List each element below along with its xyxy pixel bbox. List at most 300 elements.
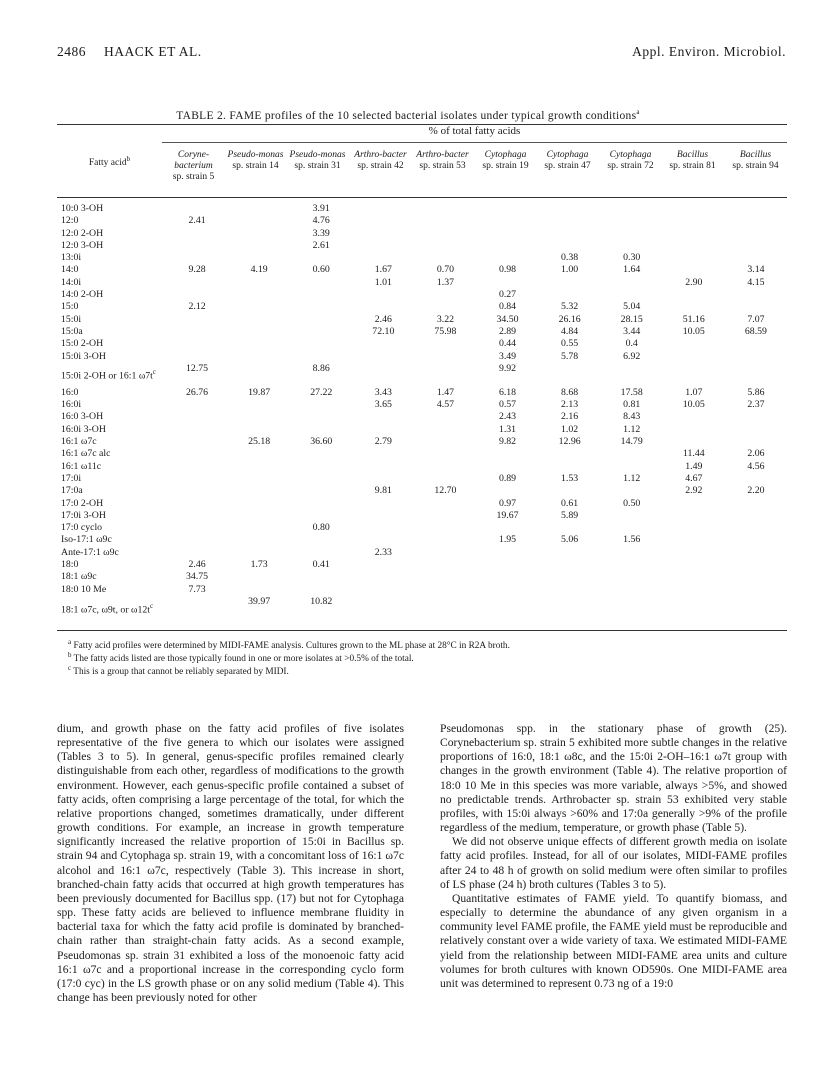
value-cell: 2.79 (374, 436, 392, 448)
fatty-acid-name: 17:0i (61, 472, 82, 484)
fatty-acid-name: 16:0 (61, 386, 79, 398)
value-cell (476, 559, 538, 571)
table-row (57, 363, 787, 387)
journal-name: Appl. Environ. Microbiol. (632, 44, 786, 59)
column-genus: Coryne-bacterium (174, 150, 213, 171)
value-cell: 34.75 (186, 571, 209, 583)
fatty-acid-name: 18:1 ω7c, ω9t, or ω12t (61, 603, 151, 615)
value-cell (725, 547, 787, 559)
value-cell (414, 498, 476, 510)
value-cell (725, 559, 787, 571)
table-row (57, 571, 787, 583)
value-cell (663, 498, 725, 510)
value-cell: 7.07 (747, 313, 765, 325)
footnote-a (68, 638, 510, 651)
value-cell (290, 485, 352, 497)
value-cell (352, 448, 414, 460)
fatty-acid-cell (57, 461, 166, 473)
value-cell: 4.19 (250, 264, 268, 276)
fatty-acid-cell (57, 448, 166, 460)
value-cell (290, 498, 352, 510)
value-cell: 8.43 (623, 411, 641, 423)
value-cell (725, 596, 787, 620)
value-cell (290, 351, 352, 363)
fatty-acid-name: Ante-17:1 ω9c (61, 546, 119, 558)
value-cell (290, 326, 352, 338)
fatty-acid-cell (57, 534, 166, 546)
value-cell: 0.38 (561, 252, 579, 264)
value-cell: 1.67 (374, 264, 392, 276)
value-cell: 4.76 (312, 215, 330, 227)
fatty-acid-name: 12:0 (61, 215, 79, 227)
table-row (57, 289, 787, 301)
table-row (57, 436, 787, 448)
value-cell: 3.44 (623, 325, 641, 337)
value-cell (414, 203, 476, 215)
fatty-acid-cell (57, 473, 166, 485)
value-cell: 1.00 (561, 264, 579, 276)
fatty-acid-name: 16:1 ω11c (61, 460, 102, 472)
value-cell (228, 498, 290, 510)
fatty-acid-cell (57, 277, 166, 289)
value-cell (476, 571, 538, 583)
value-cell (290, 301, 352, 313)
value-cell (539, 448, 601, 460)
value-cell (725, 498, 787, 510)
table-row (57, 399, 787, 411)
table-row (57, 510, 787, 522)
value-cell: 5.86 (747, 386, 765, 398)
column-strain: sp. strain 94 (732, 161, 779, 171)
value-cell: 5.06 (561, 534, 579, 546)
value-cell: 28.15 (620, 313, 643, 325)
column-header (474, 150, 537, 172)
value-cell: 2.20 (747, 485, 765, 497)
value-cell (228, 215, 290, 227)
value-cell: 6.18 (498, 386, 517, 398)
caption-footnote-mark: a (636, 108, 640, 116)
value-cell (539, 571, 601, 583)
column-header (411, 150, 474, 172)
fatty-acid-name: 14:0 2-OH (61, 289, 104, 301)
value-cell: 26.76 (186, 386, 209, 398)
value-cell (166, 547, 228, 559)
value-cell (352, 522, 414, 534)
value-cell: 36.60 (310, 436, 333, 448)
fatty-acid-cell (57, 399, 166, 411)
value-cell (414, 424, 476, 436)
fatty-acid-mark: c (150, 601, 154, 610)
value-cell (290, 461, 352, 473)
value-cell (539, 228, 601, 240)
footnote-a-mark: a (68, 638, 72, 646)
value-cell (601, 203, 663, 215)
column-genus: Cytophaga (546, 150, 589, 160)
column-header (286, 150, 349, 172)
value-cell: 4.56 (747, 460, 765, 472)
table-row (57, 498, 787, 510)
fatty-acid-name: 17:0i 3-OH (61, 509, 106, 521)
value-cell (414, 522, 476, 534)
table-row (57, 473, 787, 485)
value-cell: 1.02 (561, 423, 579, 435)
value-cell (228, 252, 290, 264)
column-genus: Bacillus (676, 150, 709, 160)
fatty-acid-cell (57, 596, 166, 620)
value-cell (476, 596, 538, 620)
value-cell (663, 584, 725, 596)
value-cell (663, 351, 725, 363)
value-cell: 0.41 (312, 559, 330, 571)
value-cell (663, 289, 725, 301)
value-cell: 1.12 (623, 472, 641, 484)
value-cell: 4.84 (561, 325, 579, 337)
value-cell (352, 584, 414, 596)
value-cell (228, 485, 290, 497)
footnote-c-text: This is a group that cannot be reliably separated by MIDI. (73, 667, 289, 678)
fatty-acid-cell (57, 289, 166, 301)
value-cell (228, 534, 290, 546)
fatty-acid-name: 13:0i (61, 252, 82, 264)
value-cell: 2.16 (561, 411, 579, 423)
value-cell: 34.50 (496, 313, 519, 325)
value-cell (352, 351, 414, 363)
value-cell (663, 215, 725, 227)
column-genus: Arthro-bacter (416, 150, 469, 160)
value-cell (352, 363, 414, 387)
fatty-acid-cell (57, 547, 166, 559)
value-cell: 14.79 (620, 436, 643, 448)
value-cell (352, 498, 414, 510)
value-cell: 0.60 (312, 264, 330, 276)
value-cell (414, 448, 476, 460)
value-cell (166, 338, 228, 350)
value-cell (476, 547, 538, 559)
fatty-acid-name: 15:0a (61, 325, 83, 337)
table-caption (0, 108, 816, 122)
value-cell: 2.37 (747, 399, 765, 411)
footnote-c-mark: c (68, 664, 72, 672)
value-cell (725, 473, 787, 485)
value-cell (228, 547, 290, 559)
value-cell (601, 228, 663, 240)
value-cell (290, 252, 352, 264)
value-cell (166, 326, 228, 338)
table-row (57, 596, 787, 620)
value-cell (228, 363, 290, 387)
table-row (57, 411, 787, 423)
value-cell: 1.12 (623, 423, 641, 435)
footnote-c (68, 664, 289, 677)
value-cell (476, 277, 538, 289)
value-cell: 10.05 (682, 325, 705, 337)
value-cell: 1.95 (498, 534, 517, 546)
column-genus: Bacillus (739, 150, 772, 160)
value-cell (476, 485, 538, 497)
paragraph: Pseudomonas spp. in the stationary phase of growth (25). Corynebacterium sp. strain 5 exhibited more subtle changes in the relative proportions of 16:0, 18:1 ω8c, and the 15:0i 2-OH–16:1 ω7t group with changes in the growth environment (Table 4). The relative proportion of 18:0 10 Me in this species was more variable, always >5%, and showed no predictable trends. Arthrobacter sp. strain 53 exhibited very stable profiles, with 15:0i always >60% and 17:0a generally >9% of the profile regardless of the medium, temperature, or growth phase (Table 5). (440, 722, 787, 835)
fatty-acid-name: 15:0i (61, 313, 82, 325)
value-cell: 0.55 (561, 338, 579, 350)
value-cell: 3.43 (374, 386, 392, 398)
value-cell (414, 240, 476, 252)
value-cell: 2.43 (498, 411, 517, 423)
value-cell: 19.67 (496, 509, 519, 521)
value-cell: 72.10 (372, 325, 395, 337)
value-cell (539, 522, 601, 534)
value-cell (601, 215, 663, 227)
value-cell (228, 522, 290, 534)
value-cell (663, 203, 725, 215)
value-cell (414, 534, 476, 546)
fatty-acid-cell (57, 264, 166, 276)
value-cell: 19.87 (248, 386, 271, 398)
value-cell: 0.80 (312, 522, 330, 534)
value-cell (725, 289, 787, 301)
value-cell (663, 252, 725, 264)
value-cell (601, 461, 663, 473)
table-row (57, 203, 787, 215)
value-cell (725, 203, 787, 215)
value-cell: 4.67 (685, 472, 703, 484)
table-row (57, 424, 787, 436)
value-cell: 10.82 (310, 595, 333, 607)
value-cell (352, 461, 414, 473)
value-cell (290, 571, 352, 583)
footnote-a-text: Fatty acid profiles were determined by MIDI-FAME analysis. Cultures grown to the ML phase at 28°C in R2A broth. (73, 641, 510, 652)
value-cell (352, 473, 414, 485)
fatty-acid-cell (57, 228, 166, 240)
table-bottom-rule (57, 630, 787, 631)
value-cell (166, 498, 228, 510)
value-cell (352, 411, 414, 423)
value-cell (352, 228, 414, 240)
value-cell (166, 461, 228, 473)
fatty-acid-name: 14:0 (61, 264, 79, 276)
value-cell: 2.12 (188, 301, 206, 313)
fatty-acid-name: 16:1 ω7c alc (61, 448, 111, 460)
value-cell (725, 571, 787, 583)
value-cell (414, 411, 476, 423)
value-cell (352, 215, 414, 227)
fatty-acid-cell (57, 559, 166, 571)
column-header (724, 150, 787, 172)
value-cell (352, 424, 414, 436)
value-cell (352, 240, 414, 252)
value-cell (414, 351, 476, 363)
value-cell (166, 228, 228, 240)
value-cell (414, 289, 476, 301)
value-cell: 3.22 (436, 313, 454, 325)
value-cell (166, 399, 228, 411)
value-cell (663, 436, 725, 448)
header-bottom-rule (57, 197, 787, 198)
fame-table (57, 203, 787, 620)
value-cell (539, 215, 601, 227)
value-cell: 5.78 (561, 350, 579, 362)
value-cell (725, 301, 787, 313)
column-strain: sp. strain 53 (419, 161, 466, 171)
table-row (57, 547, 787, 559)
fatty-acid-cell (57, 424, 166, 436)
value-cell (352, 252, 414, 264)
value-cell: 2.46 (188, 559, 206, 571)
column-strain: sp. strain 14 (232, 161, 279, 171)
value-cell (290, 510, 352, 522)
value-cell: 1.07 (685, 386, 703, 398)
fatty-acid-cell (57, 485, 166, 497)
value-cell (290, 424, 352, 436)
table-row (57, 264, 787, 276)
value-cell (601, 277, 663, 289)
value-cell: 0.70 (436, 264, 454, 276)
value-cell: 4.15 (747, 276, 765, 288)
value-cell (166, 351, 228, 363)
table-row (57, 314, 787, 326)
column-header (661, 150, 724, 172)
value-cell: 1.73 (250, 559, 268, 571)
column-header (224, 150, 287, 172)
value-cell (663, 228, 725, 240)
value-cell (290, 584, 352, 596)
value-cell (228, 314, 290, 326)
value-cell: 5.04 (623, 301, 641, 313)
value-cell (725, 584, 787, 596)
value-cell (476, 240, 538, 252)
fatty-acid-mark: c (152, 368, 157, 377)
value-cell: 11.44 (682, 448, 705, 460)
value-cell (663, 301, 725, 313)
column-genus: Cytophaga (484, 150, 527, 160)
value-cell: 1.56 (623, 534, 641, 546)
fatty-acid-cell (57, 240, 166, 252)
value-cell (476, 448, 538, 460)
fatty-acid-cell (57, 301, 166, 313)
value-cell (166, 448, 228, 460)
value-cell: 27.22 (310, 386, 333, 398)
value-cell: 12.70 (434, 485, 457, 497)
column-strain: sp. strain 42 (357, 161, 404, 171)
value-cell (725, 534, 787, 546)
value-cell (539, 547, 601, 559)
column-genus: Pseudo-monas (227, 150, 284, 160)
value-cell (228, 424, 290, 436)
value-cell (725, 252, 787, 264)
value-cell (601, 448, 663, 460)
value-cell: 0.30 (623, 252, 641, 264)
value-cell (166, 277, 228, 289)
table-row (57, 387, 787, 399)
column-header (599, 150, 662, 172)
table-row (57, 584, 787, 596)
table-row (57, 301, 787, 313)
value-cell (166, 510, 228, 522)
table-row (57, 252, 787, 264)
value-cell (539, 584, 601, 596)
value-cell (290, 338, 352, 350)
value-cell (414, 436, 476, 448)
value-cell: 9.81 (374, 485, 392, 497)
column-span-title: % of total fatty acids (428, 125, 521, 137)
value-cell (663, 522, 725, 534)
value-cell: 2.61 (312, 239, 330, 251)
fatty-acid-cell (57, 498, 166, 510)
page-number: 2486 (57, 44, 86, 59)
value-cell (166, 203, 228, 215)
value-cell: 1.47 (436, 386, 454, 398)
value-cell (476, 522, 538, 534)
value-cell (601, 522, 663, 534)
value-cell (663, 596, 725, 620)
value-cell (539, 461, 601, 473)
value-cell (228, 203, 290, 215)
value-cell: 2.41 (188, 215, 206, 227)
value-cell (166, 522, 228, 534)
fatty-acid-cell (57, 584, 166, 596)
fatty-acid-name: 17:0 2-OH (61, 497, 104, 509)
value-cell (352, 559, 414, 571)
value-cell: 2.90 (685, 276, 703, 288)
value-cell (725, 522, 787, 534)
table-row (57, 215, 787, 227)
value-cell (725, 215, 787, 227)
value-cell (228, 473, 290, 485)
value-cell (290, 473, 352, 485)
value-cell: 3.91 (312, 203, 330, 214)
value-cell: 10.05 (682, 399, 705, 411)
value-cell: 8.86 (312, 362, 330, 374)
value-cell (663, 363, 725, 387)
value-cell (414, 571, 476, 583)
column-strain: sp. strain 72 (607, 161, 654, 171)
value-cell (228, 448, 290, 460)
value-cell (414, 228, 476, 240)
fatty-acid-name: 12:0 2-OH (61, 227, 104, 239)
value-cell (352, 338, 414, 350)
fatty-acid-name: 17:0 cyclo (61, 522, 103, 534)
fatty-acid-name: 16:1 ω7c (61, 436, 97, 448)
value-cell (476, 215, 538, 227)
footnote-b-text: The fatty acids listed are those typically found in one or more isolates at >0.5% of the total. (73, 654, 414, 665)
value-cell (352, 534, 414, 546)
fatty-acid-cell (57, 387, 166, 399)
value-cell (290, 448, 352, 460)
value-cell (663, 264, 725, 276)
value-cell: 1.53 (561, 472, 579, 484)
value-cell: 1.31 (498, 423, 517, 435)
running-header (57, 44, 786, 62)
value-cell (166, 534, 228, 546)
value-cell (663, 510, 725, 522)
value-cell (414, 338, 476, 350)
fatty-acid-cell (57, 571, 166, 583)
fatty-acid-name: 17:0a (61, 485, 83, 497)
fatty-acid-cell (57, 252, 166, 264)
value-cell (476, 252, 538, 264)
column-strain: sp. strain 31 (294, 161, 341, 171)
fatty-acid-name: 10:0 3-OH (61, 203, 104, 214)
paragraph: dium, and growth phase on the fatty acid profiles of five isolates representative of the five genera to which our isolates were assigned (Tables 3 to 5). In general, genus-specific profiles remained clearly distinguishable from each other, regardless of modifications to the growth environment. However, each genus-specific profile contained a subset of fatty acids, often comprising a large percentage of the total, for which the relative proportions changed, sometimes dramatically, under different growth conditions. For example, an increase in growth temperature significantly increased the relative proportion of 15:0i in Bacillus sp. strain 94 and Cytophaga sp. strain 19, with a concomitant loss of 16:1 ω7c alcohol and 16:1 ω7c, respectively (Table 3). This increase in short, branched-chain fatty acids that occurred at high growth temperatures has been previously documented for Bacillus spp. (17) but not for Cytophaga spp. These fatty acids are believed to influence membrane fluidity in bacterial taxa for which the fatty acid profile is dominated by branched-chain rather than straight-chain fatty acids. As a second example, Pseudomonas sp. strain 31 exhibited a loss of the monoenoic fatty acid 16:1 ω7c and a proportional increase in the corresponding cyclo form (17:0 cyc) in the LS growth phase or on any solid medium (Table 4). This change has been previously noted for other (57, 722, 404, 1004)
running-authors: HAACK ET AL. (104, 44, 202, 59)
value-cell (414, 301, 476, 313)
value-cell (725, 411, 787, 423)
fatty-acid-cell (57, 351, 166, 363)
value-cell (476, 461, 538, 473)
value-cell: 3.14 (747, 264, 765, 276)
value-cell (228, 399, 290, 411)
value-cell (414, 363, 476, 387)
value-cell: 3.39 (312, 227, 330, 239)
value-cell (228, 277, 290, 289)
